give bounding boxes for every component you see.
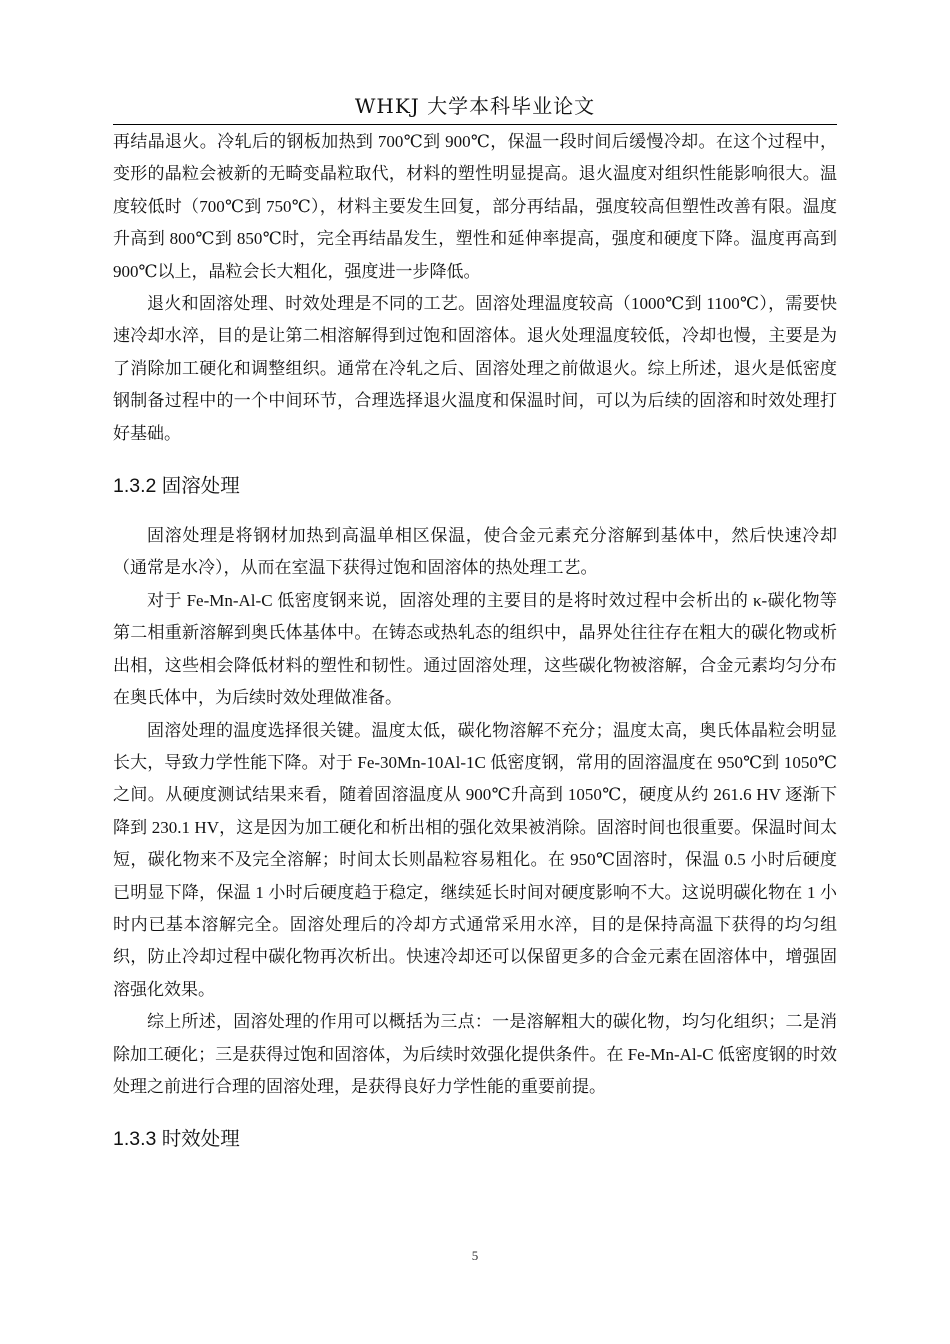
page-header: WHKJ 大学本科毕业论文: [113, 92, 837, 125]
paragraph-annealing-recrystallization: 再结晶退火。冷轧后的钢板加热到 700℃到 900℃，保温一段时间后缓慢冷却。在这个过程中，变形的晶粒会被新的无畸变晶粒取代，材料的塑性明显提高。退火温度对组织性能影响很大。温度较低时（700℃到 750℃），材料主要发生回复，部分再结晶，强度较高但塑性改善有限。温度升高到 800℃到 850℃时，完全再结晶发生，塑性和延伸率提高，强度和硬度下降。温度再高到 900℃以上，晶粒会长大粗化，强度进一步降低。: [113, 132, 837, 281]
paragraph-annealing-comparison: 退火和固溶处理、时效处理是不同的工艺。固溶处理温度较高（1000℃到 1100℃），需要快速冷却水淬，目的是让第二相溶解得到过饱和固溶体。退火处理温度较低，冷却也慢，主要是为了消除加工硬化和调整组织。通常在冷轧之后、固溶处理之前做退火。综上所述，退火是低密度钢制备过程中的一个中间环节，合理选择退火温度和保温时间，可以为后续的固溶和时效处理打好基础。: [113, 294, 837, 443]
paragraph-solution-definition: 固溶处理是将钢材加热到高温单相区保温，使合金元素充分溶解到基体中，然后快速冷却（通常是水冷），从而在室温下获得过饱和固溶体的热处理工艺。: [113, 526, 837, 578]
section-heading-aging-treatment: 1.3.3 时效处理: [113, 1128, 240, 1151]
paragraph-solution-purpose: 对于 Fe-Mn-Al-C 低密度钢来说，固溶处理的主要目的是将时效过程中会析出的 κ-碳化物等第二相重新溶解到奥氏体基体中。在铸态或热轧态的组织中，晶界处往往存在粗大的碳化物或析出相，这些相会降低材料的塑性和韧性。通过固溶处理，这些碳化物被溶解，合金元素均匀分布在奥氏体中，为后续时效处理做准备。: [113, 590, 837, 708]
paragraph-solution-summary: 综上所述，固溶处理的作用可以概括为三点：一是溶解粗大的碳化物，均匀化组织；二是消除加工硬化；三是获得过饱和固溶体，为后续时效强化提供条件。在 Fe-Mn-Al-C 低密度钢的时效处理之前进行合理的固溶处理，是获得良好力学性能的重要前提。: [113, 1012, 837, 1096]
section-heading-solution-treatment: 1.3.2 固溶处理: [113, 475, 240, 498]
page-number: 5: [471, 1248, 479, 1263]
paragraph-solution-temperature: 固溶处理的温度选择很关键。温度太低，碳化物溶解不充分；温度太高，奥氏体晶粒会明显长大，导致力学性能下降。对于 Fe-30Mn-10Al-1C 低密度钢，常用的固溶温度在 950℃到 1050℃之间。从硬度测试结果来看，随着固溶温度从 900℃升高到 1050℃，硬度从约 261.6 HV 逐渐下降到 230.1 HV，这是因为加工硬化和析出相的强化效果被消除。固溶时间也很重要。保温时间太短，碳化物来不及完全溶解；时间太长则晶粒容易粗化。在 950℃固溶时，保温 0.5 小时后硬度已明显下降，保温 1 小时后硬度趋于稳定，继续延长时间对硬度影响不大。这说明碳化物在 1 小时内已基本溶解完全。固溶处理后的冷却方式通常采用水淬，目的是保持高温下获得的均匀组织，防止冷却过程中碳化物再次析出。快速冷却还可以保留更多的合金元素在固溶体中，增强固溶强化效果。: [113, 720, 837, 999]
document-body: [113, 126, 837, 1151]
